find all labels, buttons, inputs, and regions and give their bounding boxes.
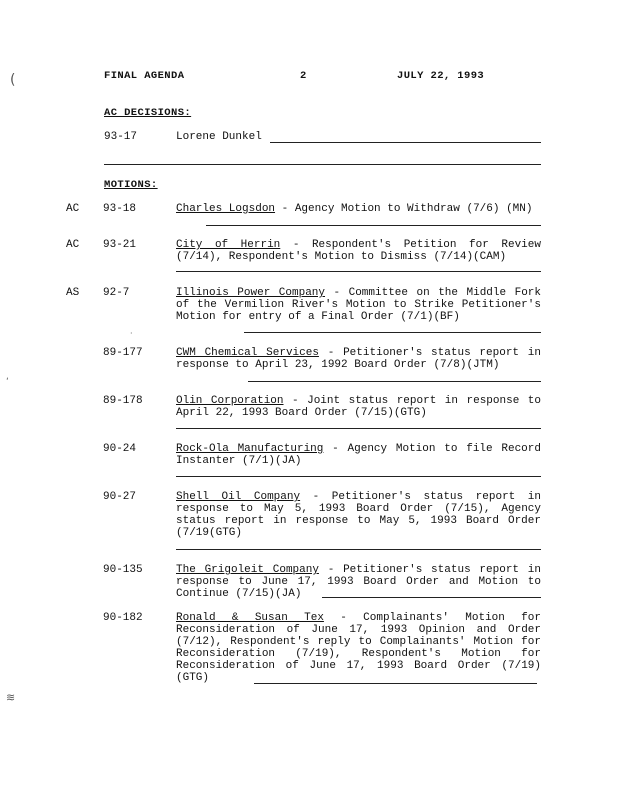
motion-entry bbox=[176, 564, 541, 600]
motion-text: - Joint status report in response to April 22, 1993 Board Order (7/15)(GTG) bbox=[176, 395, 541, 419]
motion-entry bbox=[176, 203, 541, 215]
motion-party: Shell Oil Company bbox=[176, 491, 301, 503]
page-number: 2 bbox=[300, 70, 307, 82]
scan-artifact: ≋ bbox=[6, 691, 16, 704]
motion-docket: 89-177 bbox=[103, 347, 143, 359]
motion-docket: 90-182 bbox=[103, 612, 143, 624]
signature-line bbox=[270, 142, 541, 143]
motion-party: The Grigoleit Company bbox=[176, 564, 319, 576]
motion-docket: 90-24 bbox=[103, 443, 137, 455]
motion-status: AC bbox=[66, 203, 80, 215]
motion-entry bbox=[176, 347, 541, 371]
motion-docket: 92-7 bbox=[103, 287, 130, 299]
signature-line bbox=[206, 225, 541, 226]
motion-text: - Petitioner's status report in response to June 17, 1993 Board Order and Motion to Continue (7/15)(JA) bbox=[176, 564, 542, 600]
motion-party: Olin Corporation bbox=[176, 395, 284, 407]
motion-party: Charles Logsdon bbox=[176, 203, 276, 215]
motion-docket: 93-18 bbox=[103, 203, 137, 215]
ac-decisions-heading: AC DECISIONS: bbox=[104, 107, 192, 119]
motions-heading: MOTIONS: bbox=[104, 179, 158, 191]
motion-status: AC bbox=[66, 239, 80, 251]
motion-text: - Complainants' Motion for Reconsideration of June 17, 1993 Opinion and Order (7/12), Respondent's reply to Complainants' Motion for Reconsideration (7/19), Respondent's Motion for Reconsideration of June 17, 1993 Board Order (7/19)(GTG) bbox=[176, 612, 541, 684]
motion-party: CWM Chemical Services bbox=[176, 347, 319, 359]
signature-line bbox=[244, 332, 541, 333]
signature-line bbox=[176, 549, 541, 550]
ac-decision-party: Lorene Dunkel bbox=[176, 131, 262, 143]
motion-docket: 90-135 bbox=[103, 564, 143, 576]
section-divider bbox=[104, 164, 541, 165]
motion-text: - Petitioner's status report in response to April 23, 1992 Board Order (7/8)(JTM) bbox=[176, 347, 542, 371]
ac-decision-docket: 93-17 bbox=[104, 131, 138, 143]
motion-entry bbox=[176, 395, 541, 419]
motion-entry bbox=[176, 443, 541, 467]
motion-docket: 93-21 bbox=[103, 239, 137, 251]
signature-line bbox=[322, 597, 541, 598]
signature-line bbox=[176, 271, 541, 272]
motion-entry bbox=[176, 491, 541, 539]
scan-artifact: ‘ bbox=[6, 377, 9, 387]
signature-line bbox=[254, 683, 537, 684]
motion-docket: 89-178 bbox=[103, 395, 143, 407]
signature-line bbox=[176, 476, 541, 477]
agenda-title: FINAL AGENDA bbox=[104, 70, 185, 82]
motion-text: - Committee on the Middle Fork of the Vermilion River's Motion to Strike Petitioner's Motion for entry of a Final Order (7/1)(BF) bbox=[176, 287, 541, 323]
motion-party: Ronald & Susan Tex bbox=[176, 612, 324, 624]
motion-text: - Petitioner's status report in response to May 5, 1993 Board Order (7/15), Agency status report in response to May 5, 1993 Board Order (7/19(GTG) bbox=[176, 491, 542, 539]
scan-artifact: ( bbox=[10, 72, 16, 88]
motion-entry bbox=[176, 239, 541, 263]
motion-status: AS bbox=[66, 287, 80, 299]
motion-party: Illinois Power Company bbox=[176, 287, 326, 299]
scan-artifact: · bbox=[130, 329, 133, 338]
motion-text: - Agency Motion to Withdraw (7/6) (MN) bbox=[275, 203, 533, 215]
motion-text: - Agency Motion to file Record Instanter (7/1)(JA) bbox=[176, 443, 541, 467]
signature-line bbox=[248, 381, 541, 382]
motion-text: - Respondent's Petition for Review (7/14), Respondent's Motion to Dismiss (7/14)(CAM) bbox=[176, 239, 541, 263]
motion-entry bbox=[176, 287, 541, 323]
motion-party: City of Herrin bbox=[176, 239, 281, 251]
motion-entry bbox=[176, 612, 541, 684]
agenda-date: JULY 22, 1993 bbox=[397, 70, 485, 82]
signature-line bbox=[176, 428, 541, 429]
motion-party: Rock-Ola Manufacturing bbox=[176, 443, 324, 455]
motion-docket: 90-27 bbox=[103, 491, 137, 503]
